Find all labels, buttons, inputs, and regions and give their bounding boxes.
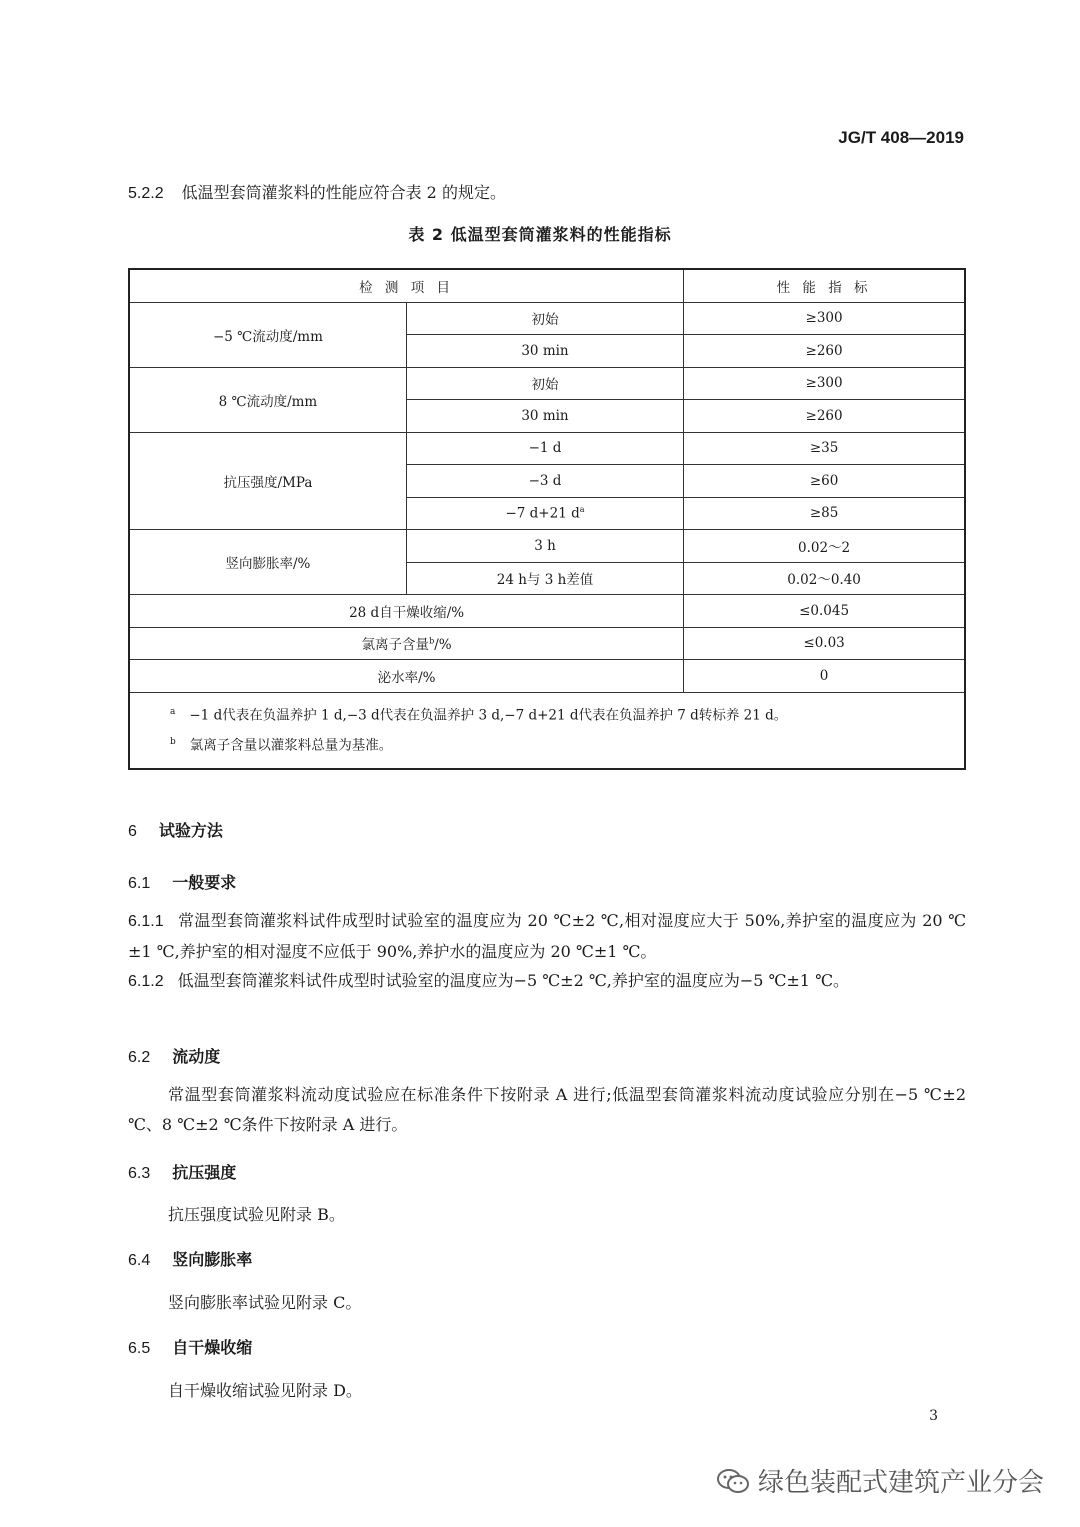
row-value: ≥300 [684, 367, 965, 400]
section-number: 6.5 [128, 1340, 151, 1357]
row-sub: −1 d [406, 432, 683, 465]
section-6-2-heading [128, 1044, 220, 1067]
table-row [129, 432, 965, 465]
row-item: −5 ℃流动度/mm [129, 302, 406, 367]
table-row [129, 627, 965, 660]
page-number: 3 [929, 1408, 938, 1424]
row-value: 0 [684, 660, 965, 693]
table-row [129, 660, 965, 693]
table-caption: 表 2 低温型套筒灌浆料的性能指标 [408, 225, 672, 244]
row-sub-text: −7 d+21 d [505, 505, 580, 522]
row-value: ≥260 [684, 400, 965, 433]
section-number: 6 [128, 823, 137, 840]
section-title: 一般要求 [172, 873, 237, 892]
row-value: ≥260 [684, 335, 965, 368]
clause-text: 低温型套筒灌浆料的性能应符合表 2 的规定。 [181, 183, 506, 202]
row-item: 泌水率/% [129, 660, 684, 693]
footnote-b-text: 氯离子含量以灌浆料总量为基准。 [189, 737, 393, 754]
row-sub: 3 h [406, 530, 683, 563]
row-sub: 30 min [406, 335, 683, 368]
footnote-b-mark: b [170, 737, 176, 747]
wechat-icon [716, 1467, 750, 1495]
footnote-a-text: −1 d代表在负温养护 1 d,−3 d代表在负温养护 3 d,−7 d+21 d代表在负温养护 7 d转标养 21 d。 [189, 707, 788, 723]
table-row [129, 595, 965, 628]
row-item-text: 氯离子含量 [361, 637, 430, 654]
footnote-mark-a: a [579, 505, 585, 514]
row-sub: 初始 [406, 367, 683, 400]
row-value: ≥300 [684, 302, 965, 335]
row-item: 抗压强度/MPa [129, 432, 406, 530]
table-row [129, 367, 965, 400]
watermark [716, 1462, 1044, 1499]
row-value: ≥35 [684, 432, 965, 465]
clause-5-2-2 [128, 180, 506, 203]
clause-number: 5.2.2 [128, 185, 164, 202]
section-title: 试验方法 [158, 821, 223, 840]
row-item: 8 ℃流动度/mm [129, 367, 406, 432]
row-sub: −3 d [406, 465, 683, 498]
section-number: 6.2 [128, 1049, 151, 1066]
section-number: 6.1 [128, 875, 151, 892]
clause-6-1-2 [128, 966, 966, 997]
section-6-4-heading [128, 1247, 252, 1270]
footnote-b [170, 729, 964, 760]
section-title: 流动度 [172, 1047, 221, 1066]
standard-number: JG/T 408—2019 [838, 128, 964, 147]
footnote-a [170, 699, 964, 730]
section-number: 6.3 [128, 1165, 151, 1182]
section-6-2-text: 常温型套筒灌浆料流动度试验应在标准条件下按附录 A 进行;低温型套筒灌浆料流动度试验应分别在−5 ℃±2 ℃、8 ℃±2 ℃条件下按附录 A 进行。 [128, 1085, 966, 1134]
section-6-5-text: 自干燥收缩试验见附录 D。 [168, 1381, 362, 1400]
table-notes-row [129, 692, 965, 769]
table-row [129, 302, 965, 335]
footnote-a-mark: a [170, 706, 176, 717]
section-title: 竖向膨胀率 [172, 1250, 253, 1269]
row-value: 0.02～2 [684, 530, 965, 563]
clause-text: 低温型套筒灌浆料试件成型时试验室的温度应为−5 ℃±2 ℃,养护室的温度应为−5 ℃±1 ℃。 [177, 971, 849, 990]
clause-number: 6.1.1 [128, 913, 164, 930]
section-title: 自干燥收缩 [172, 1338, 253, 1357]
section-6-3-text: 抗压强度试验见附录 B。 [168, 1205, 345, 1224]
row-value: ≥60 [684, 465, 965, 498]
row-sub [406, 497, 683, 530]
row-sub: 24 h与 3 h差值 [406, 562, 683, 595]
clause-6-1-1 [128, 906, 966, 967]
table-header-row [129, 269, 965, 302]
section-title: 抗压强度 [172, 1163, 237, 1182]
section-number: 6.4 [128, 1252, 151, 1269]
row-value: ≤0.045 [684, 595, 965, 628]
section-6-1-heading [128, 870, 236, 893]
section-6-5-heading [128, 1335, 252, 1358]
section-6-3-heading [128, 1160, 236, 1183]
header-item: 检 测 项 目 [129, 269, 684, 302]
row-value: ≥85 [684, 497, 965, 530]
header-spec: 性 能 指 标 [684, 269, 965, 302]
section-6-4-text: 竖向膨胀率试验见附录 C。 [168, 1293, 362, 1312]
row-sub: 初始 [406, 302, 683, 335]
row-item [129, 627, 684, 660]
row-value: 0.02～0.40 [684, 562, 965, 595]
footnote-mark-b: b [429, 636, 435, 646]
performance-table [128, 268, 966, 770]
row-sub: 30 min [406, 400, 683, 433]
clause-number: 6.1.2 [128, 973, 164, 990]
watermark-text: 绿色装配式建筑产业分会 [757, 1468, 1044, 1498]
section-6-heading [128, 818, 223, 841]
clause-text: 常温型套筒灌浆料试件成型时试验室的温度应为 20 ℃±2 ℃,相对湿度应大于 50%,养护室的温度应为 20 ℃±1 ℃,养护室的相对湿度不应低于 90%,养护水的温度应为 20 ℃±1 ℃。 [128, 911, 966, 961]
table-notes [129, 692, 965, 769]
row-item: 28 d自干燥收缩/% [129, 595, 684, 628]
row-value: ≤0.03 [684, 627, 965, 660]
row-item-unit: /% [434, 637, 452, 654]
row-item: 竖向膨胀率/% [129, 530, 406, 595]
table-row [129, 530, 965, 563]
